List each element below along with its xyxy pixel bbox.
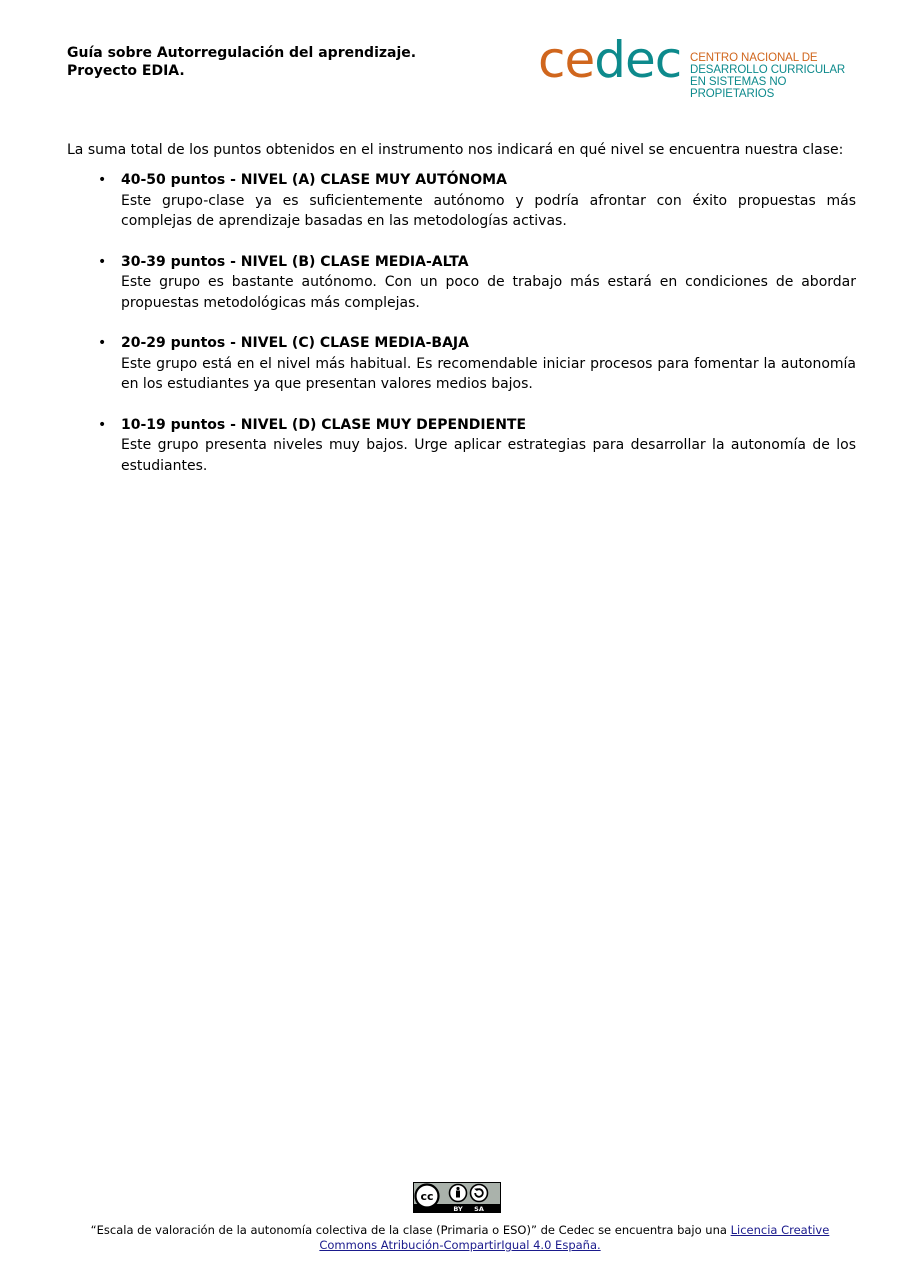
header-title-line2: Proyecto EDIA. [67, 63, 185, 79]
license-notice [80, 1223, 840, 1253]
license-link[interactable]: Licencia Creative Commons Atribución-CompartirIgual 4.0 España. [319, 1223, 830, 1252]
level-description: Este grupo presenta niveles muy bajos. Urge aplicar estrategias para desarrollar la autonomía de los estudiantes. [121, 437, 856, 474]
bullet-icon: • [98, 335, 107, 351]
level-description: Este grupo-clase ya es suficientemente autónomo y podría afrontar con éxito propuestas más complejas de aprendizaje basadas en las metodologías activas. [121, 192, 856, 229]
header-title-line1: Guía sobre Autorregulación del aprendizaje. [67, 45, 417, 61]
logo-tagline-line3: EN SISTEMAS NO PROPIETARIOS [690, 76, 787, 100]
license-text: “Escala de valoración de la autonomía colectiva de la clase (Primaria o ESO)” de Cedec se encuentra bajo una [90, 1223, 731, 1237]
bullet-icon: • [98, 416, 107, 433]
levels-list [98, 170, 856, 496]
level-heading: 40-50 puntos - NIVEL (A) CLASE MUY AUTÓNOMA [121, 172, 507, 188]
logo-tagline-line1: CENTRO NACIONAL DE [690, 52, 818, 64]
sa-label: SA [474, 1205, 484, 1213]
level-description: Este grupo es bastante autónomo. Con un poco de trabajo más estará en condiciones de abordar propuestas metodológicas más complejas. [121, 274, 856, 311]
logo-wordmark [538, 32, 681, 88]
by-label: BY [453, 1205, 463, 1213]
list-item [98, 415, 856, 477]
cc-icon: cc [420, 1190, 434, 1203]
document-header [67, 44, 416, 80]
level-heading: 10-19 puntos - NIVEL (D) CLASE MUY DEPENDIENTE [121, 416, 527, 433]
logo-word-dec: dec [594, 31, 682, 89]
bullet-icon: • [98, 253, 107, 270]
logo-tagline-line2: DESARROLLO CURRICULAR [690, 64, 846, 76]
logo-word-ce: ce [538, 31, 595, 89]
logo-tagline [690, 52, 868, 100]
list-item [98, 170, 856, 232]
bullet-icon: • [98, 172, 107, 188]
cc-by-sa-badge [413, 1182, 501, 1213]
level-heading: 30-39 puntos - NIVEL (B) CLASE MEDIA-ALTA [121, 253, 469, 270]
list-item [98, 333, 856, 395]
list-item [98, 252, 856, 314]
intro-paragraph: La suma total de los puntos obtenidos en el instrumento nos indicará en qué nivel se encuentra nuestra clase: [67, 142, 844, 158]
cedec-logo [538, 31, 868, 100]
level-heading: 20-29 puntos - NIVEL (C) CLASE MEDIA-BAJA [121, 335, 469, 351]
level-description: Este grupo está en el nivel más habitual. Es recomendable iniciar procesos para fomentar la autonomía en los estudiantes ya que presentan valores medios bajos. [121, 355, 856, 392]
